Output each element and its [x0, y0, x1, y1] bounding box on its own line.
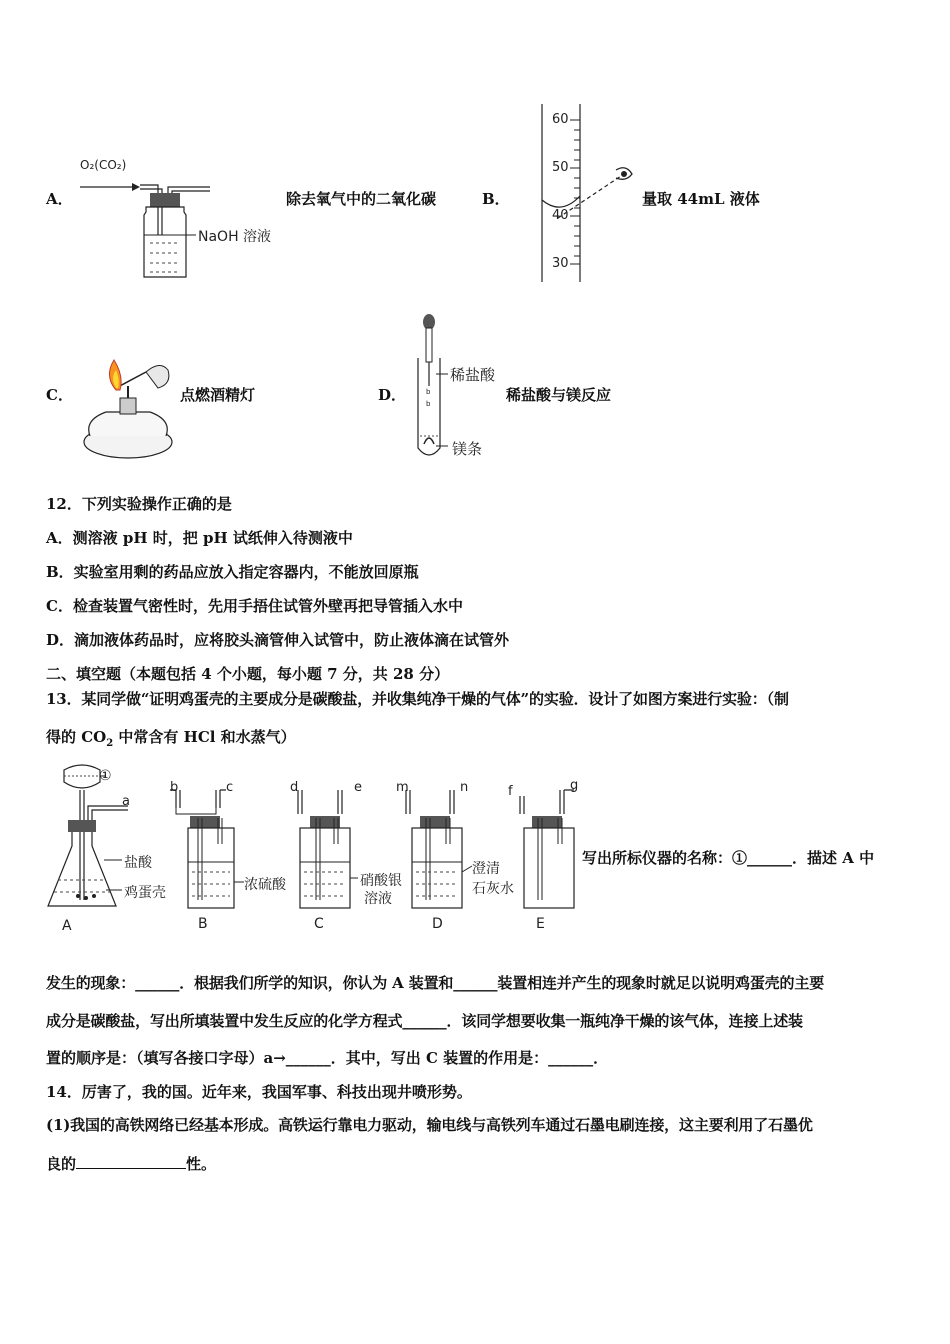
apparatus-name-b: B [198, 916, 208, 932]
apparatus-c-label-2: 溶液 [364, 891, 392, 907]
apparatus-d-label-2: 石灰水 [472, 881, 514, 897]
apparatus-a-label-acid: 盐酸 [124, 855, 152, 871]
apparatus-a-label-eggshell: 鸡蛋壳 [124, 885, 166, 901]
q13-line-1: 13．某同学做“证明鸡蛋壳的主要成分是碳酸盐，并收集纯净干燥的气体”的实验．设计了如图方案进行实验：（制 [46, 690, 789, 708]
figure-b-caption: 量取 44mL 液体 [642, 190, 760, 208]
apparatus-a-flask [48, 765, 128, 906]
apparatus-port-c: c [226, 780, 234, 795]
apparatus-name-d: D [432, 916, 443, 932]
q12-option-d: D．滴加液体药品时，应将胶头滴管伸入试管中，防止液体滴在试管外 [46, 631, 510, 649]
section-heading: 二、填空题（本题包括 4 个小题，每小题 7 分，共 28 分） [46, 665, 450, 683]
figure-d-metal-label: 镁条 [452, 440, 483, 458]
apparatus-name-c: C [314, 916, 324, 932]
q14-answer-blank[interactable] [76, 1154, 186, 1169]
apparatus-b-label: 浓硫酸 [244, 877, 286, 893]
figure-a-gas-label: O₂(CO₂) [80, 158, 127, 172]
q12-option-b: B．实验室用剩的药品应放入指定容器内，不能放回原瓶 [46, 563, 419, 581]
q12-option-c: C．检查装置气密性时，先用手捂住试管外壁再把导管插入水中 [46, 597, 463, 615]
apparatus-port-f: f [508, 784, 513, 799]
figure-a-caption: 除去氧气中的二氧化碳 [286, 190, 437, 208]
apparatus-circle-label: ① [99, 768, 112, 784]
apparatus-name-e: E [536, 916, 545, 932]
apparatus-port-g: g [570, 778, 579, 793]
figure-c-letter: C． [46, 386, 73, 404]
apparatus-port-d: d [290, 780, 299, 795]
apparatus-port-b: b [170, 780, 179, 795]
q13-side-text: 写出所标仪器的名称：①______．描述 A 中 [582, 849, 875, 867]
figure-d-caption: 稀盐酸与镁反应 [506, 386, 612, 404]
figure-b-letter: B． [482, 190, 510, 208]
figure-b-tick-60: 60 [552, 112, 569, 127]
figure-a-reagent-label: NaOH 溶液 [198, 229, 272, 245]
q13-apparatus-diagram [40, 760, 580, 940]
q13-line-5: 置的顺序是：（填写各接口字母）a→______．其中，写出 C 装置的作用是：______． [46, 1049, 609, 1067]
apparatus-b-bottle [170, 790, 244, 908]
figure-d-acid-label: 稀盐酸 [450, 366, 496, 384]
apparatus-port-m: m [396, 780, 409, 795]
svg-text:b: b [426, 400, 431, 408]
apparatus-port-e: e [354, 780, 362, 795]
q14-part1-line-1: (1)我国的高铁网络已经基本形成。高铁运行靠电力驱动，输电线与高铁列车通过石墨电刷连接，这主要利用了石墨优 [46, 1116, 813, 1134]
q13-line-4: 成分是碳酸盐，写出所填装置中发生反应的化学方程式______．该同学想要收集一瓶纯净干燥的该气体，连接上述装 [46, 1012, 803, 1030]
apparatus-d-label-1: 澄清 [472, 861, 500, 877]
figure-b-tick-50: 50 [552, 160, 569, 175]
figure-c-alcohol-lamp [76, 358, 180, 464]
apparatus-name-a: A [62, 918, 72, 934]
q13-line-2: 得的 $CO_2$ 中常含有 HCl 和水蒸气） [46, 728, 296, 749]
figure-b-tick-40: 40 [552, 208, 569, 223]
apparatus-c-label-1: 硝酸银 [360, 873, 402, 889]
apparatus-d-bottle [406, 790, 472, 908]
apparatus-port-n: n [460, 780, 469, 795]
q12-stem: 12．下列实验操作正确的是 [46, 495, 232, 513]
q14-stem: 14．厉害了，我的国。近年来，我国军事、科技出现井喷形势。 [46, 1083, 472, 1101]
figure-a-letter: A． [46, 190, 73, 208]
figure-b-tick-30: 30 [552, 256, 569, 271]
svg-text:b: b [426, 388, 431, 396]
q13-line-3: 发生的现象：______．根据我们所学的知识，你认为 A 装置和______装置相连并产生的现象时就足以说明鸡蛋壳的主要 [46, 974, 825, 992]
apparatus-c-bottle [298, 790, 358, 908]
figure-d-letter: D． [378, 386, 407, 404]
q12-option-a: A．测溶液 pH 时，把 pH 试纸伸入待测液中 [46, 529, 353, 547]
apparatus-port-a: a [122, 794, 130, 809]
apparatus-e-bottle [520, 790, 574, 908]
figure-c-caption: 点燃酒精灯 [180, 386, 256, 404]
q14-part1-line-2: 良的 性。 [46, 1155, 217, 1173]
